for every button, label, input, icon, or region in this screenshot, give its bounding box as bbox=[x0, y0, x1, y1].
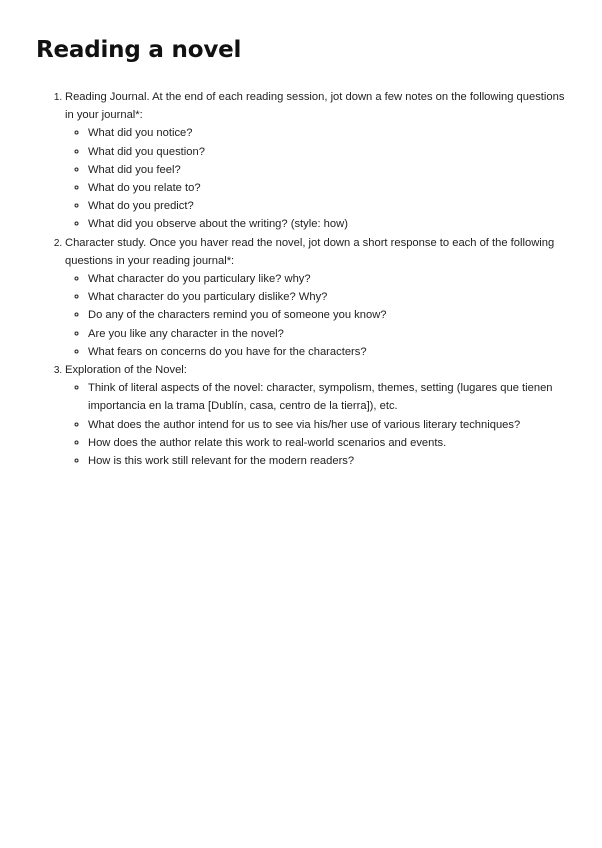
bullet-item: ◦ What do you relate to? bbox=[88, 179, 566, 197]
list-item-text: Character study. Once you haver read the novel, jot down a short response to each of the following questions in your reading journal*: bbox=[65, 236, 555, 267]
bullet-item: ◦ What do you predict? bbox=[88, 197, 566, 215]
bullet-item: ◦ What fears on concerns do you have for the characters? bbox=[88, 343, 566, 361]
bullet-item: ◦ What character do you particulary like? why? bbox=[88, 270, 566, 288]
bullet-item: ◦ What did you question? bbox=[88, 143, 566, 161]
bullet-list bbox=[65, 379, 566, 470]
numbered-list bbox=[36, 88, 566, 470]
bullet-item: ◦ How is this work still relevant for the modern readers? bbox=[88, 452, 566, 470]
bullet-item: ◦ Are you like any character in the novel? bbox=[88, 325, 566, 343]
bullet-item: ◦ Think of literal aspects of the novel: character, sympolism, themes, setting (lugares que tienen importancia en la trama [Dublín, casa, centro de la tierra]), etc. bbox=[88, 379, 566, 415]
bullet-item: ◦ Do any of the characters remind you of someone you know? bbox=[88, 306, 566, 324]
page-title: Reading a novel bbox=[36, 37, 242, 63]
bullet-list bbox=[65, 270, 566, 361]
bullet-list bbox=[65, 124, 566, 233]
list-item-exploration bbox=[65, 361, 566, 470]
bullet-item: ◦ What did you notice? bbox=[88, 124, 566, 142]
bullet-item: ◦ How does the author relate this work to real-world scenarios and events. bbox=[88, 434, 566, 452]
bullet-item: ◦ What did you feel? bbox=[88, 161, 566, 179]
list-item-character-study bbox=[65, 234, 566, 361]
list-item-reading-journal bbox=[65, 88, 566, 234]
list-item-text: Reading Journal. At the end of each reading session, jot down a few notes on the following questions in your journal*: bbox=[65, 91, 565, 122]
bullet-item: ◦ What does the author intend for us to see via his/her use of various literary techniques? bbox=[88, 416, 566, 434]
list-item-text: Exploration of the Novel: bbox=[65, 364, 187, 377]
bullet-item: ◦ What did you observe about the writing? (style: how) bbox=[88, 215, 566, 233]
bullet-item: ◦ What character do you particulary dislike? Why? bbox=[88, 288, 566, 306]
